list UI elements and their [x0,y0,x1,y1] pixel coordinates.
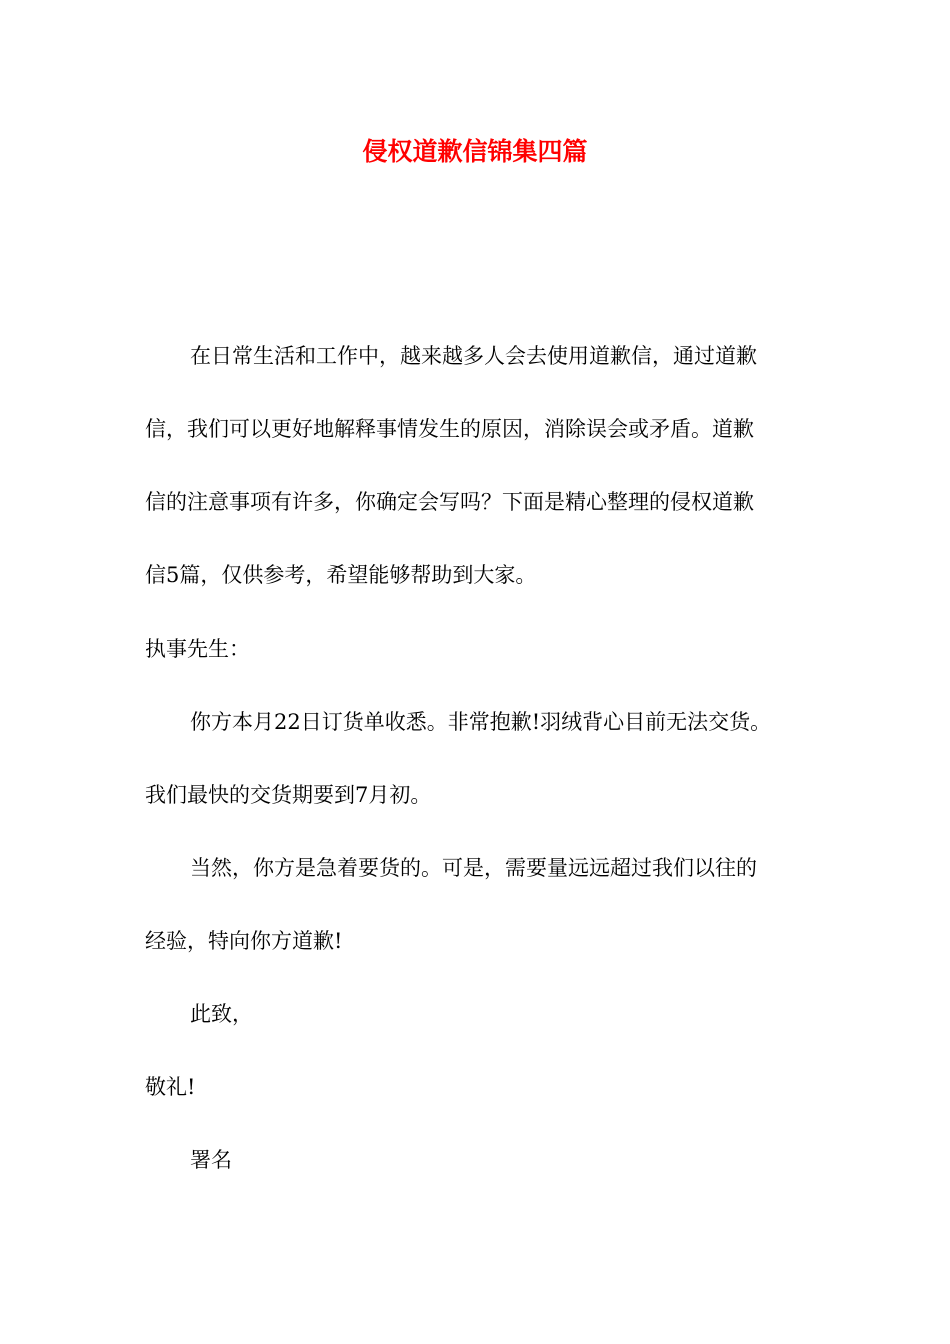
intro-line-1: 在日常生活和工作中，越来越多人会去使用道歉信，通过道歉 [190,344,757,368]
signature-paragraph [145,1124,810,1197]
letter2-line-2: 经验，特向你方道歉! [145,929,343,953]
signature-line: 署名 [190,1148,232,1172]
letter-paragraph-1 [145,686,845,832]
letter-paragraph-2 [145,832,810,978]
document-title: 侵权道歉信锦集四篇 [362,137,588,166]
letter1-line-1: 你方本月22日订货单收悉。非常抱歉!羽绒背心目前无法交货。 [190,710,772,734]
greeting-line: 执事先生： [145,637,250,661]
closing-paragraph-1 [145,978,810,1051]
intro-paragraph [145,320,810,612]
intro-line-2: 信，我们可以更好地解释事情发生的原因，消除误会或矛盾。道歉 [145,417,754,441]
intro-line-4: 信5篇，仅供参考，希望能够帮助到大家。 [145,563,537,587]
closing-line-2: 敬礼! [145,1075,196,1099]
closing-paragraph-2 [145,1051,810,1124]
letter1-line-2: 我们最快的交货期要到7月初。 [145,783,432,807]
closing-line-1: 此致， [190,1002,253,1026]
greeting-paragraph [145,613,810,686]
letter2-line-1: 当然，你方是急着要货的。可是，需要量远远超过我们以往的 [190,856,757,880]
intro-line-3: 信的注意事项有许多，你确定会写吗？下面是精心整理的侵权道歉 [145,490,754,514]
